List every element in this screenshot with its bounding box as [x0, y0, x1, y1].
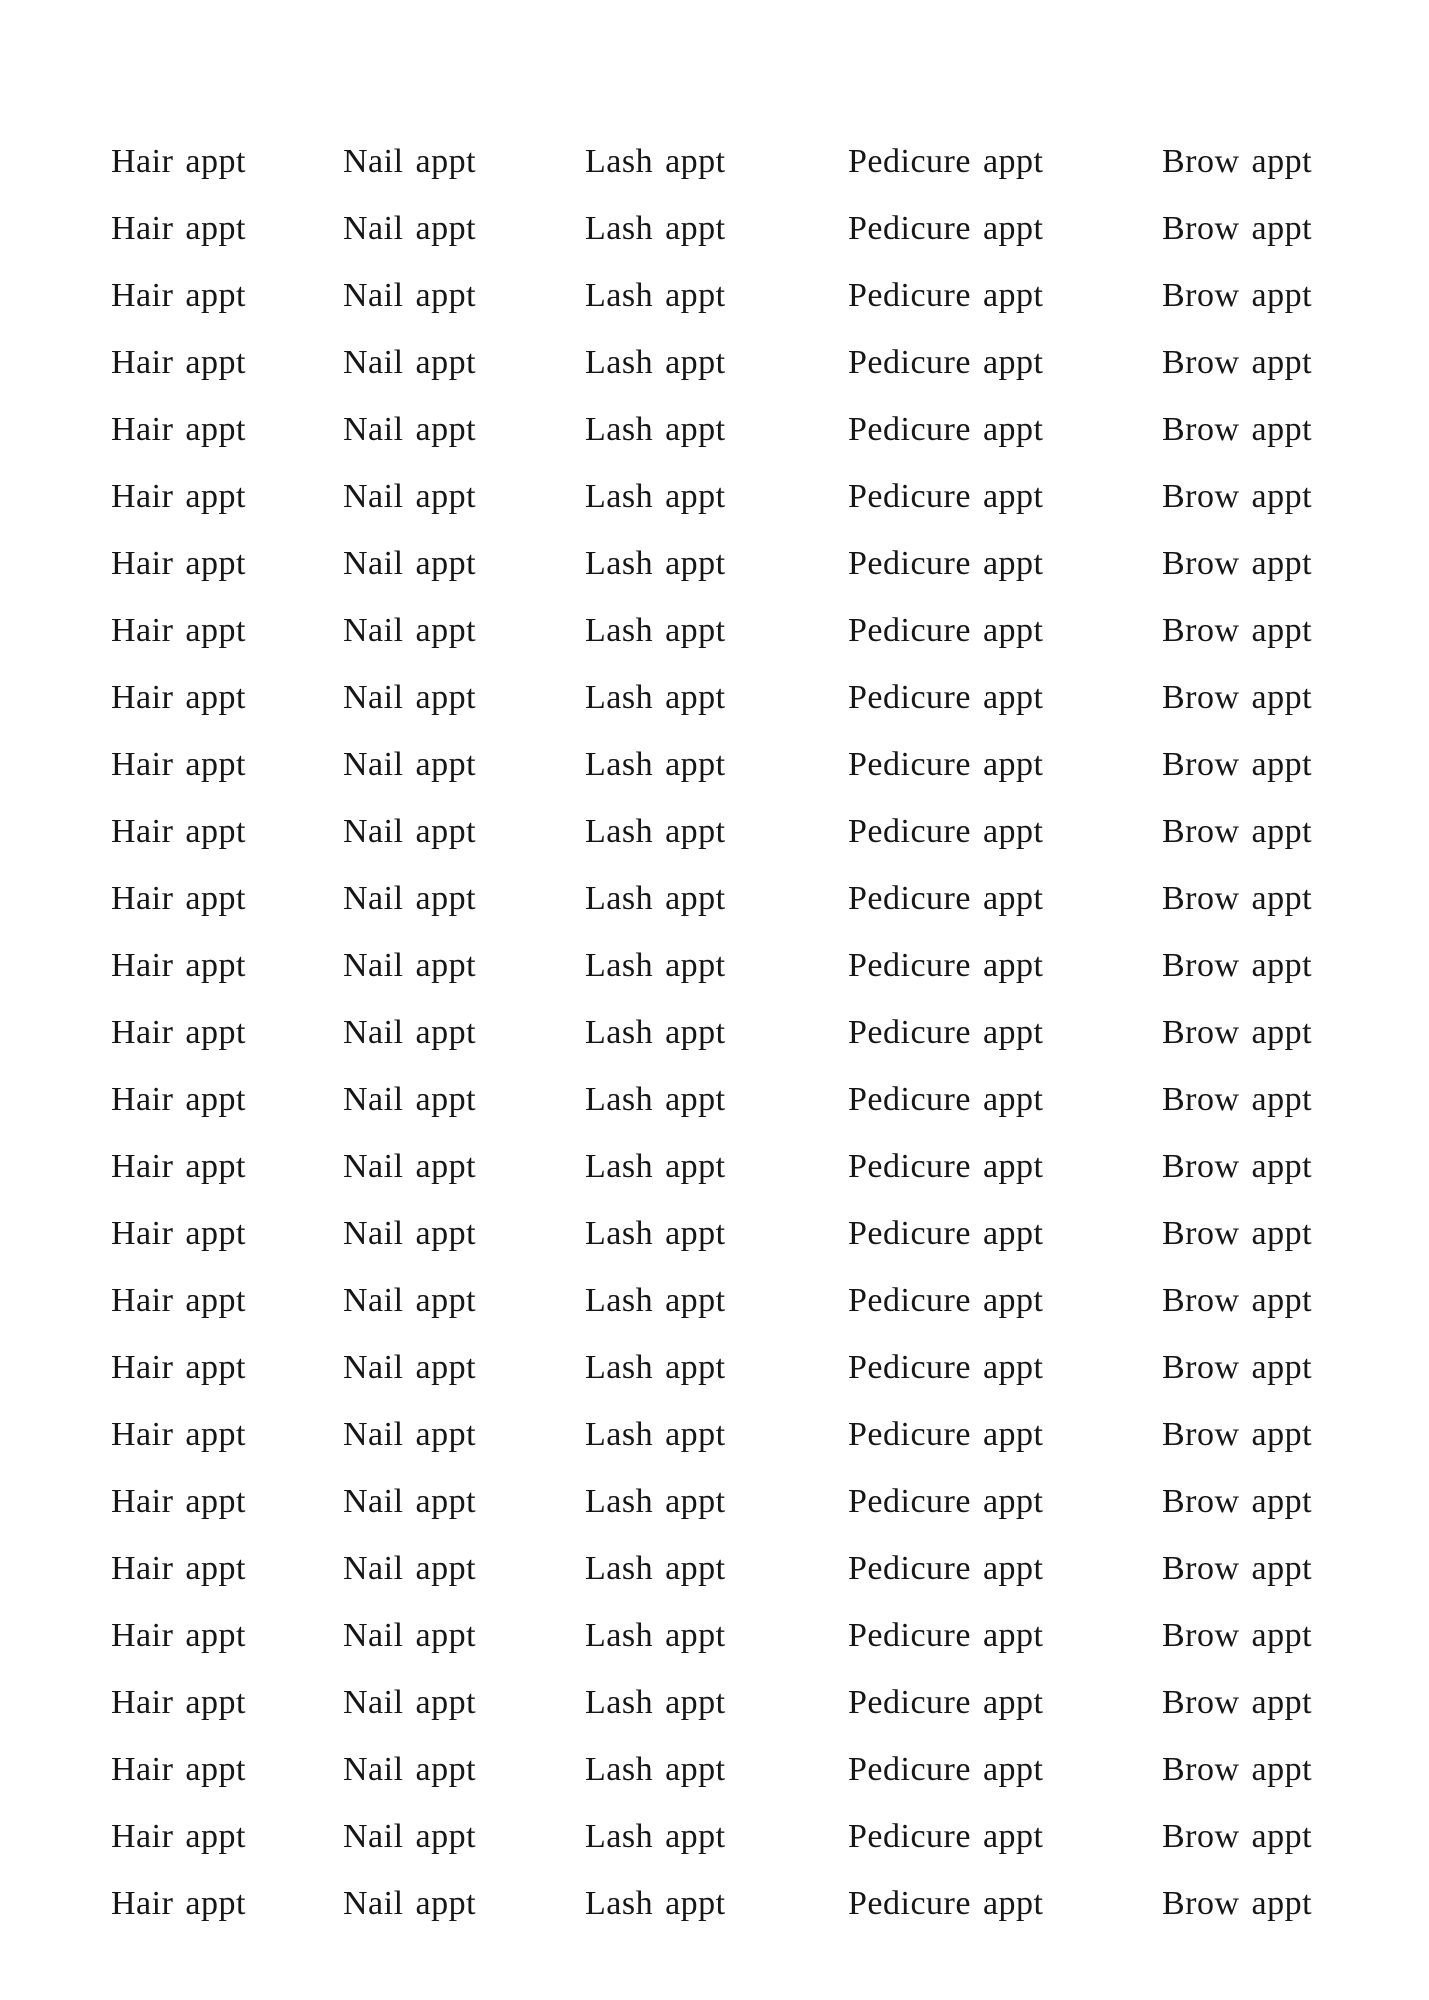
- hair-appt-label: Hair appt: [111, 745, 246, 783]
- lash-appt-label: Lash appt: [585, 544, 726, 582]
- hair-appt-label: Hair appt: [111, 410, 246, 448]
- pedicure-appt-label: Pedicure appt: [848, 1817, 1044, 1855]
- pedicure-appt-label: Pedicure appt: [848, 1683, 1044, 1721]
- lash-appt-label: Lash appt: [585, 1482, 726, 1520]
- hair-appt-label: Hair appt: [111, 1281, 246, 1319]
- label-row: [0, 798, 1429, 865]
- nail-appt-label: Nail appt: [343, 1482, 477, 1520]
- hair-appt-label: Hair appt: [111, 1482, 246, 1520]
- nail-appt-label: Nail appt: [343, 276, 477, 314]
- hair-appt-label: Hair appt: [111, 946, 246, 984]
- nail-appt-label: Nail appt: [343, 410, 477, 448]
- label-row: [0, 1669, 1429, 1736]
- pedicure-appt-label: Pedicure appt: [848, 343, 1044, 381]
- label-row: [0, 1334, 1429, 1401]
- hair-appt-label: Hair appt: [111, 477, 246, 515]
- brow-appt-label: Brow appt: [1162, 1616, 1313, 1654]
- nail-appt-label: Nail appt: [343, 142, 477, 180]
- lash-appt-label: Lash appt: [585, 1817, 726, 1855]
- label-row: [0, 262, 1429, 329]
- nail-appt-label: Nail appt: [343, 477, 477, 515]
- pedicure-appt-label: Pedicure appt: [848, 1013, 1044, 1051]
- nail-appt-label: Nail appt: [343, 1013, 477, 1051]
- hair-appt-label: Hair appt: [111, 812, 246, 850]
- lash-appt-label: Lash appt: [585, 611, 726, 649]
- lash-appt-label: Lash appt: [585, 879, 726, 917]
- brow-appt-label: Brow appt: [1162, 1147, 1313, 1185]
- brow-appt-label: Brow appt: [1162, 276, 1313, 314]
- nail-appt-label: Nail appt: [343, 1214, 477, 1252]
- label-row: [0, 530, 1429, 597]
- label-row: [0, 195, 1429, 262]
- brow-appt-label: Brow appt: [1162, 879, 1313, 917]
- pedicure-appt-label: Pedicure appt: [848, 1884, 1044, 1922]
- pedicure-appt-label: Pedicure appt: [848, 611, 1044, 649]
- brow-appt-label: Brow appt: [1162, 343, 1313, 381]
- lash-appt-label: Lash appt: [585, 1080, 726, 1118]
- brow-appt-label: Brow appt: [1162, 678, 1313, 716]
- hair-appt-label: Hair appt: [111, 544, 246, 582]
- brow-appt-label: Brow appt: [1162, 410, 1313, 448]
- pedicure-appt-label: Pedicure appt: [848, 1348, 1044, 1386]
- lash-appt-label: Lash appt: [585, 410, 726, 448]
- hair-appt-label: Hair appt: [111, 1348, 246, 1386]
- pedicure-appt-label: Pedicure appt: [848, 1214, 1044, 1252]
- pedicure-appt-label: Pedicure appt: [848, 678, 1044, 716]
- brow-appt-label: Brow appt: [1162, 1281, 1313, 1319]
- lash-appt-label: Lash appt: [585, 1683, 726, 1721]
- hair-appt-label: Hair appt: [111, 1214, 246, 1252]
- label-row: [0, 664, 1429, 731]
- hair-appt-label: Hair appt: [111, 611, 246, 649]
- label-row: [0, 1535, 1429, 1602]
- lash-appt-label: Lash appt: [585, 142, 726, 180]
- nail-appt-label: Nail appt: [343, 1415, 477, 1453]
- lash-appt-label: Lash appt: [585, 1616, 726, 1654]
- pedicure-appt-label: Pedicure appt: [848, 1750, 1044, 1788]
- hair-appt-label: Hair appt: [111, 1750, 246, 1788]
- brow-appt-label: Brow appt: [1162, 1884, 1313, 1922]
- lash-appt-label: Lash appt: [585, 276, 726, 314]
- nail-appt-label: Nail appt: [343, 209, 477, 247]
- nail-appt-label: Nail appt: [343, 745, 477, 783]
- hair-appt-label: Hair appt: [111, 1549, 246, 1587]
- lash-appt-label: Lash appt: [585, 1750, 726, 1788]
- pedicure-appt-label: Pedicure appt: [848, 209, 1044, 247]
- lash-appt-label: Lash appt: [585, 1348, 726, 1386]
- pedicure-appt-label: Pedicure appt: [848, 1549, 1044, 1587]
- nail-appt-label: Nail appt: [343, 678, 477, 716]
- lash-appt-label: Lash appt: [585, 1415, 726, 1453]
- hair-appt-label: Hair appt: [111, 142, 246, 180]
- brow-appt-label: Brow appt: [1162, 745, 1313, 783]
- pedicure-appt-label: Pedicure appt: [848, 1281, 1044, 1319]
- pedicure-appt-label: Pedicure appt: [848, 1616, 1044, 1654]
- nail-appt-label: Nail appt: [343, 1549, 477, 1587]
- label-row: [0, 396, 1429, 463]
- lash-appt-label: Lash appt: [585, 678, 726, 716]
- nail-appt-label: Nail appt: [343, 1281, 477, 1319]
- pedicure-appt-label: Pedicure appt: [848, 544, 1044, 582]
- nail-appt-label: Nail appt: [343, 1348, 477, 1386]
- label-row: [0, 463, 1429, 530]
- lash-appt-label: Lash appt: [585, 946, 726, 984]
- hair-appt-label: Hair appt: [111, 343, 246, 381]
- label-row: [0, 932, 1429, 999]
- label-row: [0, 1803, 1429, 1870]
- nail-appt-label: Nail appt: [343, 1817, 477, 1855]
- nail-appt-label: Nail appt: [343, 1884, 477, 1922]
- hair-appt-label: Hair appt: [111, 1616, 246, 1654]
- nail-appt-label: Nail appt: [343, 879, 477, 917]
- label-row: [0, 1401, 1429, 1468]
- lash-appt-label: Lash appt: [585, 1281, 726, 1319]
- label-row: [0, 1602, 1429, 1669]
- pedicure-appt-label: Pedicure appt: [848, 946, 1044, 984]
- lash-appt-label: Lash appt: [585, 209, 726, 247]
- hair-appt-label: Hair appt: [111, 1013, 246, 1051]
- brow-appt-label: Brow appt: [1162, 142, 1313, 180]
- hair-appt-label: Hair appt: [111, 1147, 246, 1185]
- lash-appt-label: Lash appt: [585, 745, 726, 783]
- pedicure-appt-label: Pedicure appt: [848, 1080, 1044, 1118]
- lash-appt-label: Lash appt: [585, 343, 726, 381]
- brow-appt-label: Brow appt: [1162, 1817, 1313, 1855]
- brow-appt-label: Brow appt: [1162, 1348, 1313, 1386]
- lash-appt-label: Lash appt: [585, 812, 726, 850]
- hair-appt-label: Hair appt: [111, 1080, 246, 1118]
- label-row: [0, 1267, 1429, 1334]
- brow-appt-label: Brow appt: [1162, 1013, 1313, 1051]
- brow-appt-label: Brow appt: [1162, 946, 1313, 984]
- lash-appt-label: Lash appt: [585, 1884, 726, 1922]
- brow-appt-label: Brow appt: [1162, 209, 1313, 247]
- hair-appt-label: Hair appt: [111, 678, 246, 716]
- nail-appt-label: Nail appt: [343, 1147, 477, 1185]
- brow-appt-label: Brow appt: [1162, 1214, 1313, 1252]
- label-row: [0, 1870, 1429, 1937]
- nail-appt-label: Nail appt: [343, 544, 477, 582]
- lash-appt-label: Lash appt: [585, 1214, 726, 1252]
- label-row: [0, 329, 1429, 396]
- pedicure-appt-label: Pedicure appt: [848, 1482, 1044, 1520]
- brow-appt-label: Brow appt: [1162, 611, 1313, 649]
- label-row: [0, 865, 1429, 932]
- brow-appt-label: Brow appt: [1162, 1080, 1313, 1118]
- nail-appt-label: Nail appt: [343, 611, 477, 649]
- pedicure-appt-label: Pedicure appt: [848, 477, 1044, 515]
- label-row: [0, 597, 1429, 664]
- hair-appt-label: Hair appt: [111, 879, 246, 917]
- lash-appt-label: Lash appt: [585, 1013, 726, 1051]
- hair-appt-label: Hair appt: [111, 1884, 246, 1922]
- label-row: [0, 128, 1429, 195]
- label-row: [0, 999, 1429, 1066]
- pedicure-appt-label: Pedicure appt: [848, 879, 1044, 917]
- label-row: [0, 731, 1429, 798]
- nail-appt-label: Nail appt: [343, 1080, 477, 1118]
- brow-appt-label: Brow appt: [1162, 1683, 1313, 1721]
- brow-appt-label: Brow appt: [1162, 812, 1313, 850]
- hair-appt-label: Hair appt: [111, 1817, 246, 1855]
- nail-appt-label: Nail appt: [343, 812, 477, 850]
- brow-appt-label: Brow appt: [1162, 544, 1313, 582]
- brow-appt-label: Brow appt: [1162, 1415, 1313, 1453]
- pedicure-appt-label: Pedicure appt: [848, 1415, 1044, 1453]
- label-row: [0, 1736, 1429, 1803]
- nail-appt-label: Nail appt: [343, 1683, 477, 1721]
- lash-appt-label: Lash appt: [585, 477, 726, 515]
- label-row: [0, 1200, 1429, 1267]
- hair-appt-label: Hair appt: [111, 1683, 246, 1721]
- label-row: [0, 1468, 1429, 1535]
- brow-appt-label: Brow appt: [1162, 477, 1313, 515]
- nail-appt-label: Nail appt: [343, 1616, 477, 1654]
- pedicure-appt-label: Pedicure appt: [848, 812, 1044, 850]
- lash-appt-label: Lash appt: [585, 1147, 726, 1185]
- pedicure-appt-label: Pedicure appt: [848, 410, 1044, 448]
- label-row: [0, 1133, 1429, 1200]
- pedicure-appt-label: Pedicure appt: [848, 1147, 1044, 1185]
- brow-appt-label: Brow appt: [1162, 1482, 1313, 1520]
- label-row: [0, 1066, 1429, 1133]
- pedicure-appt-label: Pedicure appt: [848, 276, 1044, 314]
- brow-appt-label: Brow appt: [1162, 1549, 1313, 1587]
- brow-appt-label: Brow appt: [1162, 1750, 1313, 1788]
- hair-appt-label: Hair appt: [111, 276, 246, 314]
- lash-appt-label: Lash appt: [585, 1549, 726, 1587]
- nail-appt-label: Nail appt: [343, 1750, 477, 1788]
- nail-appt-label: Nail appt: [343, 946, 477, 984]
- hair-appt-label: Hair appt: [111, 209, 246, 247]
- nail-appt-label: Nail appt: [343, 343, 477, 381]
- pedicure-appt-label: Pedicure appt: [848, 745, 1044, 783]
- hair-appt-label: Hair appt: [111, 1415, 246, 1453]
- pedicure-appt-label: Pedicure appt: [848, 142, 1044, 180]
